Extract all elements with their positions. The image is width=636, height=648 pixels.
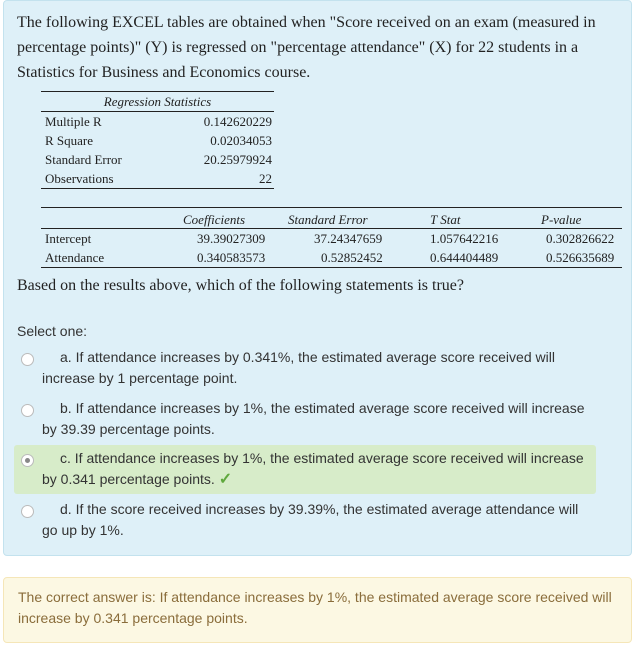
header-t-stat: T Stat	[430, 212, 461, 227]
regression-statistics-title: Regression Statistics	[41, 91, 274, 112]
answer-option-a[interactable]	[14, 344, 596, 389]
radio-option-d[interactable]	[21, 505, 34, 518]
table-row: R Square 0.02034053	[45, 133, 272, 148]
table-row: Multiple R 0.142620229	[45, 114, 272, 129]
radio-option-c[interactable]	[21, 454, 34, 467]
answer-option-c[interactable]	[14, 445, 596, 494]
header-p-value: P-value	[541, 212, 582, 227]
header-coefficients: Coefficients	[183, 212, 246, 227]
table-row: Intercept 39.39027309 37.24347659 1.057642216 0.302826622	[45, 231, 615, 246]
check-icon: ✓	[218, 471, 233, 488]
table-row: Standard Error 20.25979924	[45, 152, 272, 167]
answer-option-d[interactable]	[14, 496, 596, 541]
table-row: Observations 22	[41, 169, 274, 189]
correct-answer-text: The correct answer is: If attendance increases by 1%, the estimated average score received will increase by 0.341 percentage points.	[18, 589, 612, 626]
option-d-text: d. If the score received increases by 39.39%, the estimated average attendance will go up by 1%.	[42, 501, 579, 538]
coefficients-table	[41, 207, 622, 268]
option-b-text: b. If attendance increases by 1%, the estimated average score received will increase by 39.39 percentage points.	[42, 400, 585, 437]
feedback-panel	[3, 577, 632, 643]
option-c-text: c. If attendance increases by 1%, the estimated average score received will increase by 0.341 percentage points.	[42, 450, 584, 487]
answer-option-b[interactable]	[14, 395, 596, 440]
header-standard-error: Standard Error	[288, 212, 368, 227]
radio-option-a[interactable]	[21, 353, 34, 366]
option-a-text: a. If attendance increases by 0.341%, the estimated average score received will increase by 1 percentage point.	[42, 349, 555, 386]
select-one-label: Select one:	[17, 323, 88, 339]
question-prompt: Based on the results above, which of the following statements is true?	[17, 277, 465, 294]
regression-statistics-table	[41, 91, 274, 189]
question-intro: The following EXCEL tables are obtained when "Score received on an exam (measured in percentage points)" (Y) is regressed on "percentage attendance" (X) for 22 students in a Statistics for Business and Economics course.	[17, 14, 596, 81]
table-row: Attendance 0.340583573 0.52852452 0.644404489 0.526635689	[41, 248, 622, 268]
radio-option-b[interactable]	[21, 404, 34, 417]
table-header	[41, 208, 622, 229]
